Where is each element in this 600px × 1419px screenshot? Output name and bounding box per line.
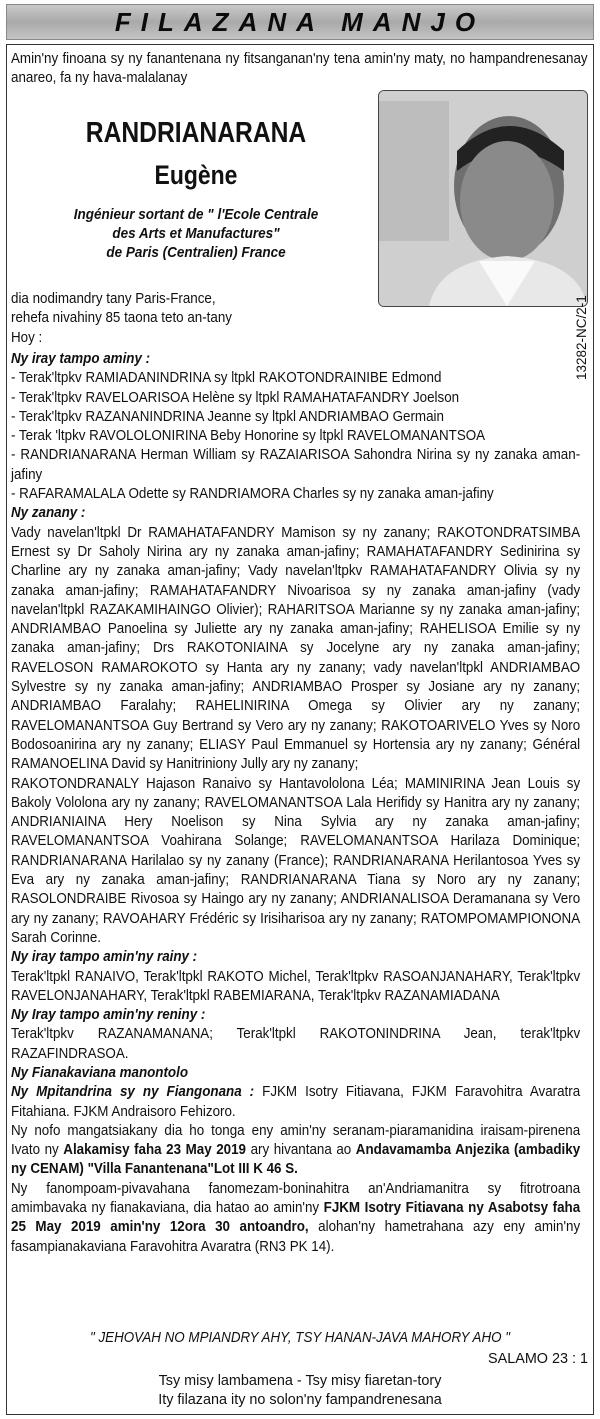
bio-line-2: rehefa nivahiny 85 taona teto an-tany xyxy=(11,310,232,327)
portrait-photo xyxy=(378,90,588,307)
paragraph: Terak'ltpkl RANAIVO, Terak'ltpkl RAKOTO Michel, Terak'ltpkv RASOANJANAHARY, Terak'ltpkv RAVELONJANAHARY, Terak'ltpkl RABEMIARANA, Terak'ltpkv RAZANAMIADANA xyxy=(11,968,581,1004)
reference-code: 13282-NC/2-1 xyxy=(574,295,589,380)
list-item: - Terak'ltpkv RAMIADANINDRINA sy ltpkl RAKOTONDRAINIBE Edmond xyxy=(11,370,442,387)
footer xyxy=(0,1372,600,1410)
title-line-2: des Arts et Manufactures" xyxy=(112,225,280,242)
bio-line-3: Hoy : xyxy=(11,329,43,346)
title-line-3: de Paris (Centralien) France xyxy=(106,244,286,261)
paragraph xyxy=(11,1083,580,1122)
text-run: alohan'ny hametrahana azy eny amin'ny fasampianakaviana Faravohitra Avaratra (RN3 PK 14). xyxy=(11,1219,581,1255)
text-run-bold: Andavamamba Anjezika (ambadiky ny CENAM) "Villa Fanantenana"Lot III K 46 S. xyxy=(11,1142,581,1178)
section-heading: Ny iray tampo amin'ny rainy : xyxy=(11,949,198,966)
section-heading: Ny Fianakaviana manontolo xyxy=(11,1064,189,1081)
paragraph: RAKOTONDRANALY Hajason Ranaivo sy Hantavololona Léa; MAMINIRINA Jean Louis sy Bakoly Vololona ary ny zanany; RAVELOMANANTSOA Lala Herifidy sy Hanitra ary ny zanany; ANDRIANIAINA Hery Noelison sy Nina Sylvia ary ny zanaka aman-jafiny; RAVELOMANANTSOA Voahirana Solange; RAVELOMANANTSOA Harilaza Dominique; RANDRIANARANA Harilalao sy ny zanany (France); RANDRIANARANA Herilantosoa Yves sy Eva ary ny zanaka aman-jafiny; RANDRIANARANA Tiana sy Noro ary ny zanany; RASOLONDRAIBE Rivosoa sy Haingo ary ny zanany; ANDRIANALISOA Deramanana sy Vero ary ny zanany; RAVOAHARY Frédéric sy Irisiharisoa ary ny zanany; RATOMPOMAMPIONONA Sarah Corinne. xyxy=(11,775,581,946)
footer-line-2: Ity filazana ity no solon'ny fampandrenesana xyxy=(158,1392,442,1408)
paragraph xyxy=(11,1122,580,1180)
deceased-surname: RANDRIANARANA xyxy=(85,117,307,149)
footer-line-1: Tsy misy lambamena - Tsy misy fiaretan-tory xyxy=(158,1373,442,1389)
deceased-title xyxy=(61,205,331,262)
section-heading: Ny Iray tampo amin'ny reniny : xyxy=(11,1007,206,1024)
paragraph-text: FJKM Isotry Fitiavana, FJKM Faravohitra Avaratra Fitahiana. FJKM Andraisoro Fehizoro. xyxy=(11,1084,581,1120)
family-listing xyxy=(11,350,580,1257)
notice-header xyxy=(6,4,594,40)
bio-line-1: dia nodimandry tany Paris-France, xyxy=(11,291,216,307)
text-run: Ny nofo mangatsiakany dia ho tonga eny amin'ny seranam-piaramanidina iraisam-pirenena Ivato ny xyxy=(11,1122,581,1159)
title-line-1: Ingénieur sortant de " l'Ecole Centrale xyxy=(73,206,319,223)
bio-block xyxy=(11,290,383,348)
text-run-bold: FJKM Isotry Fitiavana ny Asabotsy faha 25 May 2019 amin'ny 12ora 30 antoandro, xyxy=(11,1200,581,1236)
intro-text: Amin'ny finoana sy ny fanantenana ny fitsanganan'ny tena amin'ny maty, no hampandrenesanay anareo, fa ny hava-malalanay xyxy=(11,51,588,87)
paragraph: Terak'ltpkv RAZANAMANANA; Terak'ltpkl RAKOTONINDRINA Jean, terak'ltpkv RAZAFINDRASOA. xyxy=(11,1026,581,1062)
paragraph: Vady navelan'ltpkl Dr RAMAHATAFANDRY Mamison sy ny zanany; RAKOTONDRATSIMBA Ernest sy Dr Saholy Nirina ary ny zanaka aman-jafiny; RAMAHATAFANDRY Sedinirina sy Charline ary ny zanaka aman-jafiny; Vady navelan'ltpkv RAMAHATAFANDRY Olivia sy ny zanaka aman-jafiny; RAMAHATAFANDRY Nivoarisoa sy ny zanaka aman-jafiny (vady navelan'ltpkl RAZAKAMIHAINGO Olivier); RAHARITSOA Marianne sy ny zanaka aman-jafiny; ANDRIAMBAO Panoelina sy Juliette ary ny zanaka aman-jafiny; RAHELISOA Emilie sy ny zanaka aman-jafiny; Drs RAKOTONIAINA sy Jocelyne ary ny zanaka aman-jafiny; RAVELOSON RAMAROKOTO sy Hanta ary ny zanany; vady navelan'ltpkl ANDRIAMBAO Sylvestre sy ny zanaka aman-jafiny; ANDRIAMBAO Prosper sy Josiane ary ny zanany; ANDRIAMBAO Faralahy; RAHELINIRINA Omega sy Olivier ary ny zanany; RAVELOMANANTSOA Guy Bertrand sy Vero ary ny zanany; RAKOTOARIVELO Yves sy Noro Bodosoanirina ary ny zanany; ELIASY Paul Emmanuel sy Hortensia ary ny zanany; Général RAMANOELINA David sy Hanitriniony Jully ary ny zanany; xyxy=(11,524,581,773)
notice-title: FILAZANA MANJO xyxy=(114,7,486,37)
deceased-firstname: Eugène xyxy=(154,160,238,190)
list-item: - Terak'ltpkv RAVELOARISOA Helène sy ltpkl RAMAHATAFANDRY Joelson xyxy=(11,389,460,406)
list-item: - Terak 'ltpkv RAVOLOLONIRINA Beby Honorine sy ltpkl RAVELOMANANTSOA xyxy=(11,428,486,445)
section-heading: Ny iray tampo aminy : xyxy=(11,351,151,367)
text-run-bold: Alakamisy faha 23 May 2019 xyxy=(63,1142,247,1159)
text-run: ary hivantana ao xyxy=(246,1142,356,1159)
bible-verse: SALAMO 23 : 1 xyxy=(488,1351,588,1367)
list-item: - RAFARAMALALA Odette sy RANDRIAMORA Charles sy ny zanaka aman-jafiny xyxy=(11,486,494,503)
list-item: - Terak'ltpkv RAZANANINDRINA Jeanne sy ltpkl ANDRIAMBAO Germain xyxy=(11,408,444,425)
section-heading: Ny zanany : xyxy=(11,505,86,522)
section-heading: Ny Mpitandrina sy ny Fiangonana : xyxy=(11,1084,255,1101)
paragraph xyxy=(11,1180,580,1257)
bible-quote: " JEHOVAH NO MPIANDRY AHY, TSY HANAN-JAVA MAHORY AHO " xyxy=(89,1330,511,1346)
text-run: Ny fanompoam-pivavahana fanomezam-boninahitra an'Andriamanitra sy fitrotroana amimbavaka ny fianakaviana, dia hatao ao amin'ny xyxy=(11,1180,581,1217)
list-item: - RANDRIANARANA Herman William sy RAZAIARISOA Sahondra Nirina sy ny zanaka aman-jafiny xyxy=(11,447,581,483)
